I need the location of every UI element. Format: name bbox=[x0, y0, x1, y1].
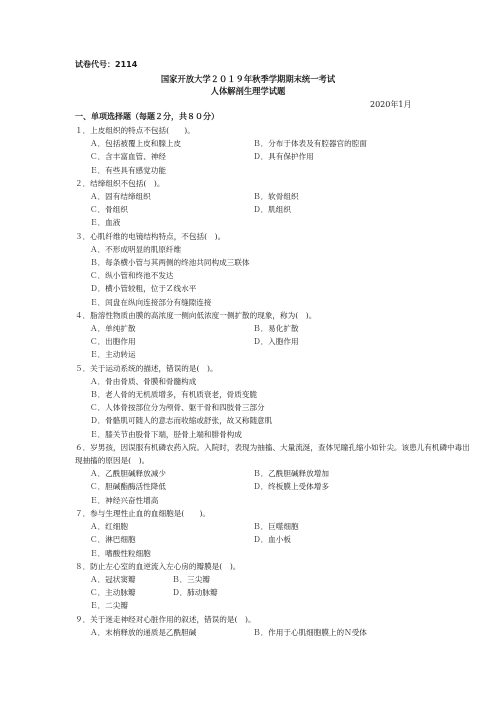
question-7 bbox=[75, 507, 495, 560]
question-5 bbox=[75, 362, 495, 441]
option-row bbox=[75, 190, 495, 203]
option-a: Ａ．固有结缔组织 bbox=[90, 192, 151, 202]
exam-subtitle: 人体解剖生理学试题 bbox=[210, 86, 286, 96]
option-a: Ａ．末梢释放的递质是乙酰胆碱 bbox=[90, 627, 197, 637]
option-a: Ａ．不形成明显的肌原纤维 bbox=[90, 244, 182, 254]
question-1 bbox=[75, 124, 495, 177]
question-4 bbox=[75, 309, 495, 362]
option-row bbox=[75, 137, 495, 150]
option-b: Ｂ．每条横小管与其两侧的终池共同构成三联体 bbox=[90, 258, 250, 268]
option-d: Ｄ．肺动脉瓣 bbox=[172, 588, 218, 598]
option-a: Ａ．乙酰胆碱释放减少 bbox=[90, 469, 166, 479]
option-e: Ｅ．闰盘在纵向连接部分有缝隙连接 bbox=[90, 297, 212, 307]
question-8 bbox=[75, 560, 495, 613]
question-stem: ８．防止左心室的血逆流入左心房的瓣膜是( )。 bbox=[75, 561, 241, 571]
option-e: Ｅ．血液 bbox=[90, 218, 121, 228]
option-c: Ｃ．淋巴细胞 bbox=[90, 535, 136, 545]
question-stem: ３．心肌纤维的电镜结构特点，不包括( )。 bbox=[75, 231, 226, 241]
question-3 bbox=[75, 230, 495, 309]
option-e: Ｅ．神经兴奋性增高 bbox=[90, 495, 159, 505]
option-b: Ｂ．易化扩散 bbox=[253, 324, 299, 334]
option-row bbox=[75, 467, 495, 480]
option-c: Ｃ．骨组织 bbox=[90, 205, 128, 215]
paper-code: 试卷代号：2114 bbox=[75, 60, 138, 69]
option-row bbox=[75, 520, 495, 533]
question-2 bbox=[75, 177, 495, 230]
option-d: Ｄ．终板膜上受体增多 bbox=[253, 482, 329, 492]
question-stem: ４．脂溶性物质由膜的高浓度一侧向低浓度一侧扩散的现象，称为( )。 bbox=[75, 310, 317, 320]
question-stem: ７．参与生理性止血的血细胞是( )。 bbox=[75, 508, 211, 518]
question-stem: ９．关于迷走神经对心脏作用的叙述，错误的是( )。 bbox=[75, 614, 256, 624]
option-row bbox=[75, 626, 495, 639]
question-6 bbox=[75, 441, 495, 507]
option-row bbox=[75, 586, 495, 599]
option-b: Ｂ．软骨组织 bbox=[253, 192, 299, 202]
option-d: Ｄ．具有保护作用 bbox=[253, 152, 314, 162]
option-b: Ｂ．分布于体表及有腔器官的腔面 bbox=[253, 139, 367, 149]
option-a: Ａ．骨由骨质、骨膜和骨髓构成 bbox=[90, 376, 197, 386]
option-e: Ｅ．主动转运 bbox=[90, 350, 136, 360]
option-a: Ａ．单纯扩散 bbox=[90, 324, 136, 334]
option-c: Ｃ．主动脉瓣 bbox=[90, 588, 136, 598]
option-d: Ｄ．骨骼肌可随人的意志而收缩或舒张，故又称随意肌 bbox=[90, 416, 273, 426]
option-b: Ｂ．作用于心肌细胞膜上的Ｎ受体 bbox=[253, 627, 367, 637]
option-c: Ｃ．纵小管和终池不发达 bbox=[90, 271, 174, 281]
question-stem: ６．岁男孩，因误服有机磷农药入院。入院时，表现为抽搐、大量流涎，查体见瞳孔缩小如针尖。该患儿有机磷中毒出现抽搐的原因是( )。 bbox=[75, 442, 470, 466]
option-d: Ｄ．肌组织 bbox=[253, 205, 291, 215]
option-a: Ａ．红细胞 bbox=[90, 522, 128, 532]
option-a: Ａ．冠状窦瓣 bbox=[90, 574, 136, 584]
section-heading: 一、单项选择题（每题２分，共８０分） bbox=[75, 112, 219, 121]
option-c: Ｃ．出胞作用 bbox=[90, 337, 136, 347]
option-e: Ｅ．二尖瓣 bbox=[90, 601, 128, 611]
question-list bbox=[75, 124, 495, 639]
option-b: Ｂ．巨噬细胞 bbox=[253, 522, 299, 532]
option-d: Ｄ．横小管较粗，位于Ｚ线水平 bbox=[90, 284, 197, 294]
option-row bbox=[75, 322, 495, 335]
question-stem: ５．关于运动系统的描述，错误的是( )。 bbox=[75, 363, 218, 373]
exam-date: 2020年1月 bbox=[370, 100, 412, 109]
option-b: Ｂ．老人骨的无机质增多，有机质衰老，骨质变脆 bbox=[90, 390, 258, 400]
option-row bbox=[75, 150, 495, 163]
question-stem: １．上皮组织的特点不包括( )。 bbox=[75, 126, 195, 135]
question-9 bbox=[75, 613, 495, 639]
option-d: Ｄ．入胞作用 bbox=[253, 337, 299, 347]
option-row bbox=[75, 533, 495, 546]
option-c: Ｃ．胆碱酯酶活性降低 bbox=[90, 482, 166, 492]
option-row bbox=[75, 480, 495, 493]
option-e: Ｅ．有些具有感觉功能 bbox=[90, 165, 166, 175]
option-d: Ｄ．血小板 bbox=[253, 535, 291, 545]
option-a: Ａ．包括被覆上皮和腺上皮 bbox=[90, 139, 182, 149]
option-row bbox=[75, 203, 495, 216]
option-c: Ｃ．含丰富血管、神经 bbox=[90, 152, 166, 162]
option-row bbox=[75, 573, 495, 586]
option-e: Ｅ．嗜酸性粒细胞 bbox=[90, 548, 151, 558]
option-row bbox=[75, 335, 495, 348]
question-stem: ２．结缔组织不包括( )。 bbox=[75, 178, 165, 188]
option-c: Ｃ．人体骨按部位分为颅骨、躯干骨和四肢骨三部分 bbox=[90, 403, 265, 413]
option-b: Ｂ．三尖瓣 bbox=[172, 574, 210, 584]
option-e: Ｅ．膝关节由股骨下端，胫骨上端和腓骨构成 bbox=[90, 429, 242, 439]
option-b: Ｂ．乙酰胆碱释放增加 bbox=[253, 469, 329, 479]
exam-title: 国家开放大学２０１９年秋季学期期末统一考试 bbox=[160, 74, 336, 84]
